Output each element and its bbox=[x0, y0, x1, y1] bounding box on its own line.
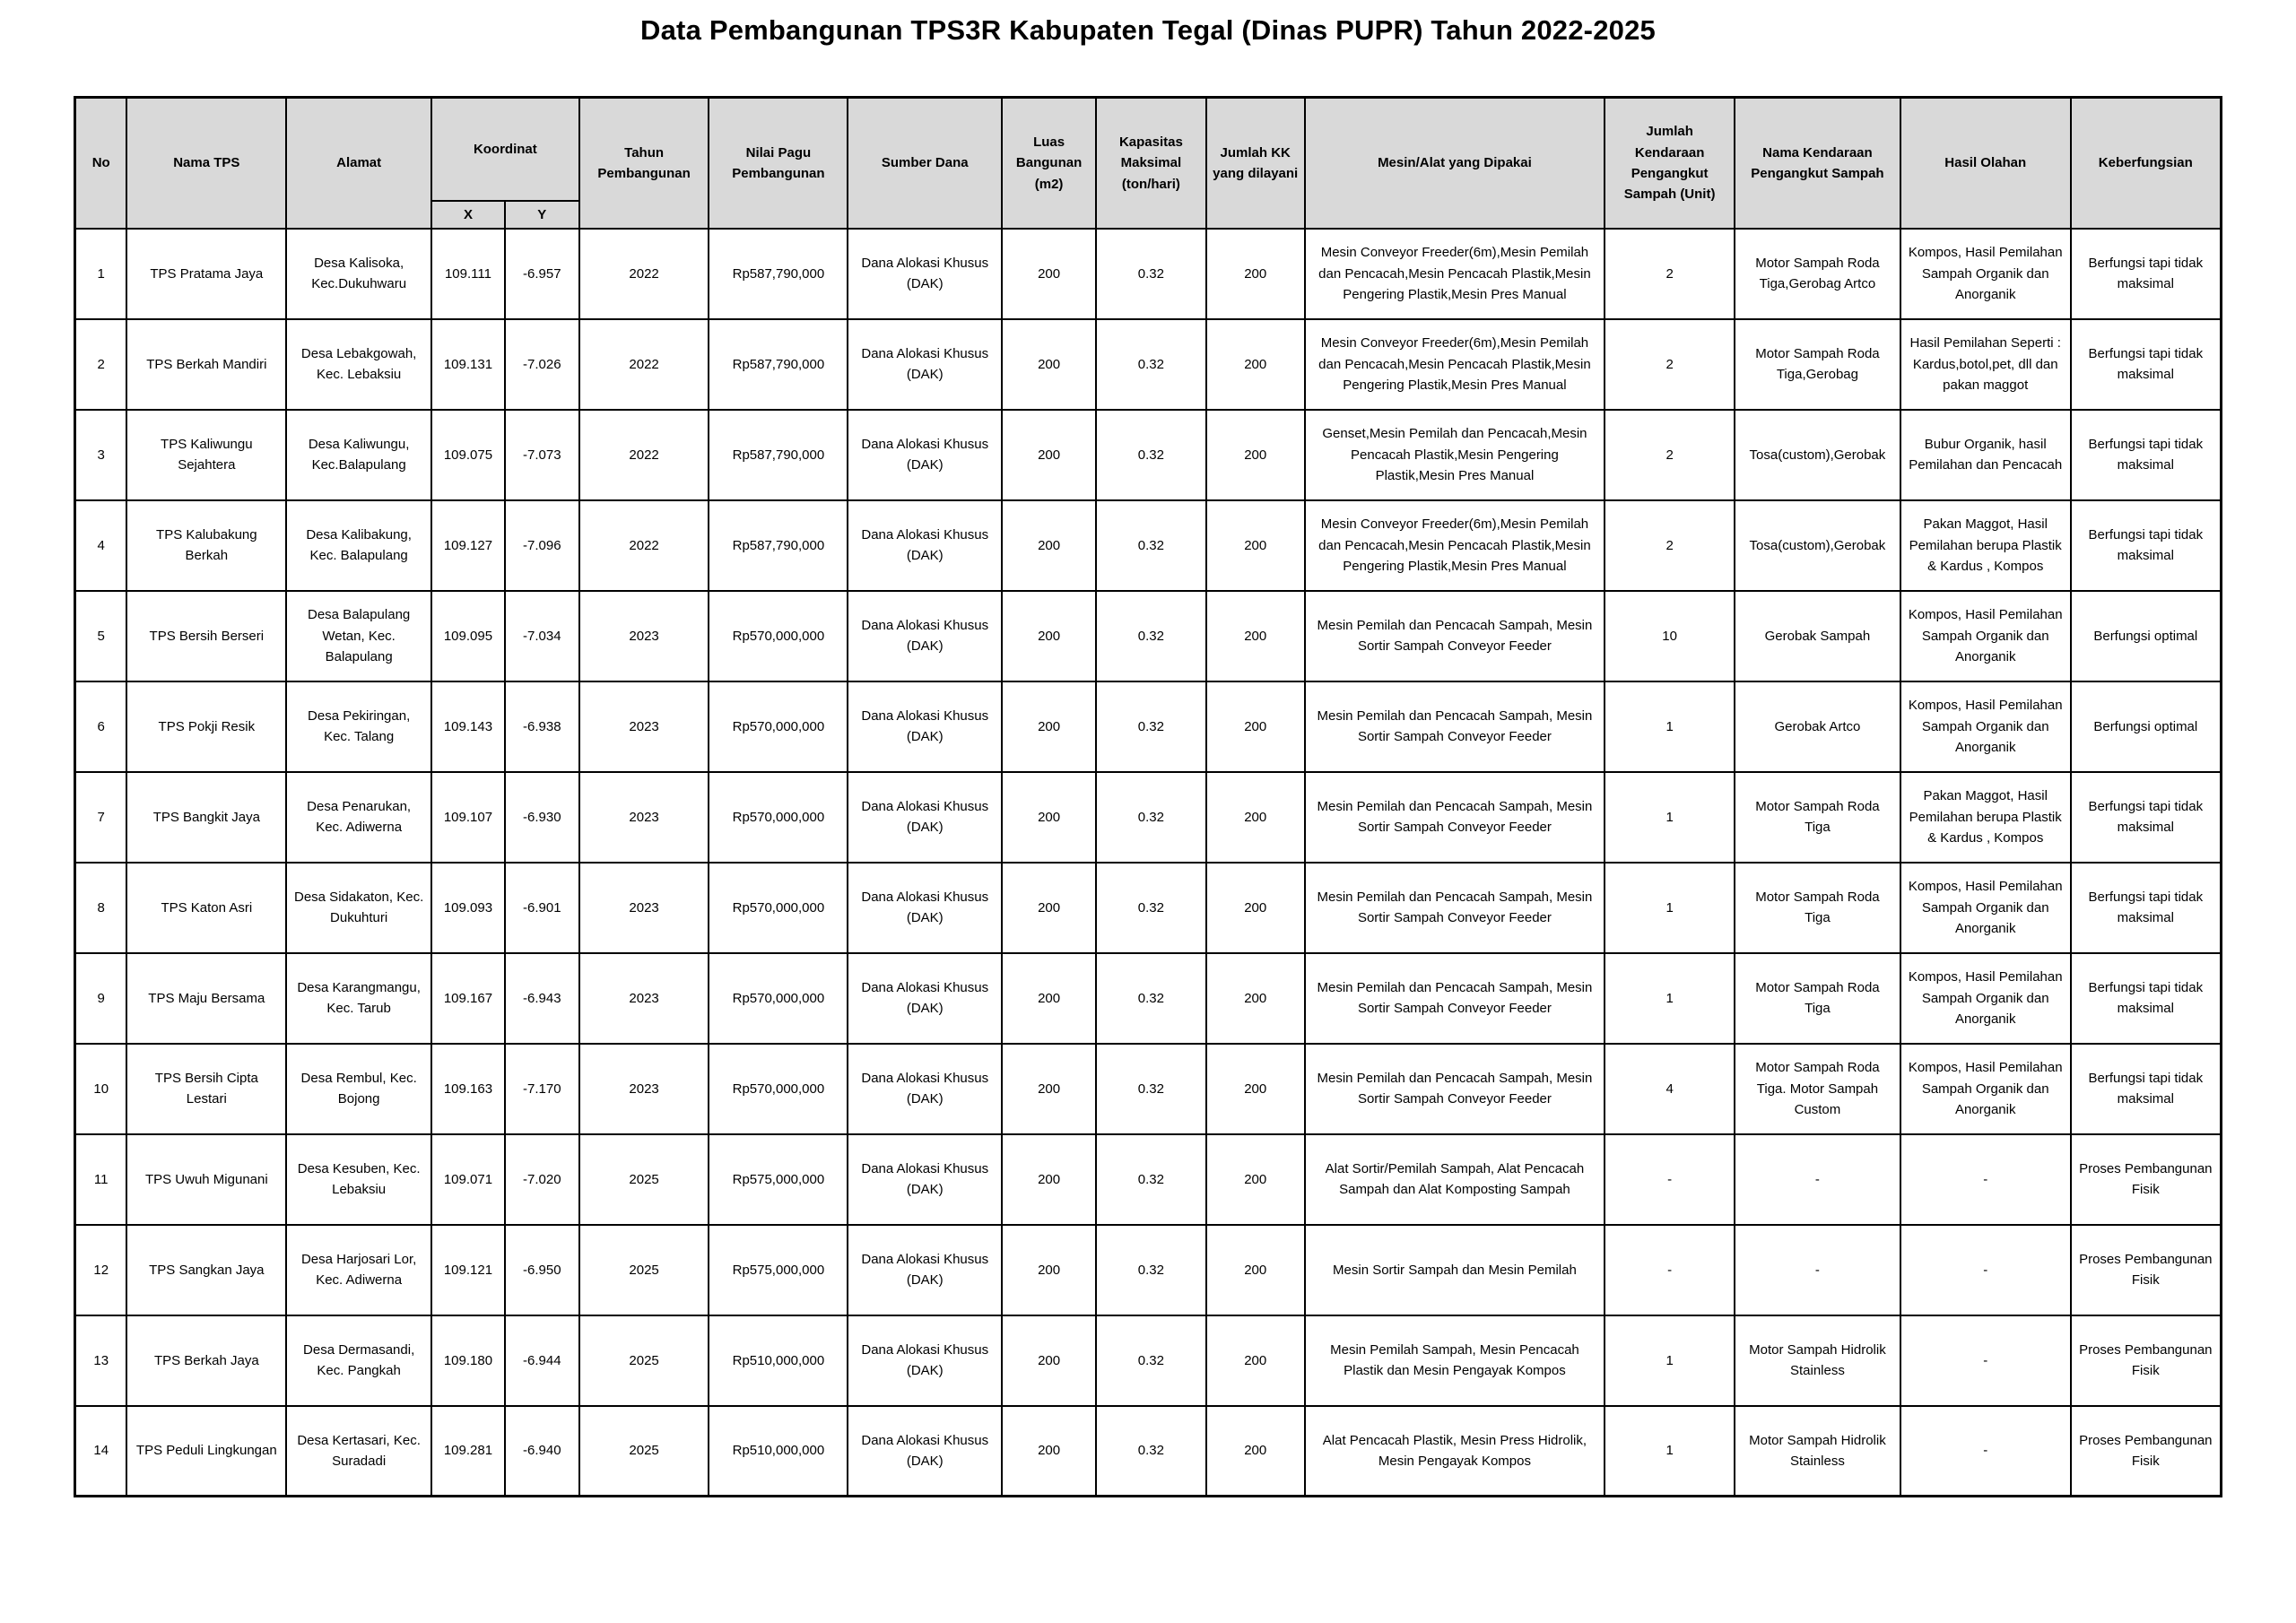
cell-mesin: Mesin Conveyor Freeder(6m),Mesin Pemilah dan Pencacah,Mesin Pencacah Plastik,Mesin Pengering Plastik,Mesin Pres Manual bbox=[1305, 500, 1605, 591]
cell-keberfungsian: Berfungsi tapi tidak maksimal bbox=[2071, 863, 2222, 953]
cell-jumlah_kk: 200 bbox=[1206, 1315, 1305, 1406]
cell-no: 8 bbox=[75, 863, 127, 953]
cell-no: 3 bbox=[75, 410, 127, 500]
cell-nama_kendaraan: Motor Sampah Roda Tiga bbox=[1735, 772, 1900, 863]
cell-x: 109.180 bbox=[431, 1315, 505, 1406]
cell-x: 109.143 bbox=[431, 681, 505, 772]
cell-jumlah_kendaraan: 1 bbox=[1605, 1315, 1735, 1406]
cell-hasil_olahan: - bbox=[1900, 1225, 2071, 1315]
table-row bbox=[75, 229, 2222, 319]
cell-nilai_pagu: Rp510,000,000 bbox=[709, 1315, 848, 1406]
cell-y: -7.034 bbox=[505, 591, 579, 681]
cell-mesin: Mesin Pemilah dan Pencacah Sampah, Mesin Sortir Sampah Conveyor Feeder bbox=[1305, 863, 1605, 953]
cell-nama_tps: TPS Bersih Cipta Lestari bbox=[126, 1044, 286, 1134]
cell-kapasitas: 0.32 bbox=[1096, 410, 1206, 500]
cell-no: 6 bbox=[75, 681, 127, 772]
cell-y: -7.073 bbox=[505, 410, 579, 500]
cell-x: 109.075 bbox=[431, 410, 505, 500]
cell-nilai_pagu: Rp570,000,000 bbox=[709, 1044, 848, 1134]
cell-y: -7.096 bbox=[505, 500, 579, 591]
header-alamat: Alamat bbox=[286, 98, 431, 229]
cell-nama_kendaraan: Tosa(custom),Gerobak bbox=[1735, 500, 1900, 591]
cell-nama_kendaraan: Motor Sampah Roda Tiga bbox=[1735, 863, 1900, 953]
cell-jumlah_kendaraan: 4 bbox=[1605, 1044, 1735, 1134]
cell-x: 109.163 bbox=[431, 1044, 505, 1134]
cell-alamat: Desa Pekiringan, Kec. Talang bbox=[286, 681, 431, 772]
table-row bbox=[75, 1044, 2222, 1134]
cell-jumlah_kk: 200 bbox=[1206, 681, 1305, 772]
header-koordinat-y: Y bbox=[505, 201, 579, 229]
cell-nilai_pagu: Rp575,000,000 bbox=[709, 1225, 848, 1315]
cell-nilai_pagu: Rp587,790,000 bbox=[709, 410, 848, 500]
cell-tahun: 2023 bbox=[579, 591, 709, 681]
cell-y: -6.938 bbox=[505, 681, 579, 772]
cell-keberfungsian: Berfungsi tapi tidak maksimal bbox=[2071, 953, 2222, 1044]
cell-jumlah_kk: 200 bbox=[1206, 229, 1305, 319]
header-jumlah-kendaraan: Jumlah Kendaraan Pengangkut Sampah (Unit) bbox=[1605, 98, 1735, 229]
cell-kapasitas: 0.32 bbox=[1096, 500, 1206, 591]
cell-tahun: 2022 bbox=[579, 410, 709, 500]
cell-jumlah_kk: 200 bbox=[1206, 500, 1305, 591]
cell-sumber_dana: Dana Alokasi Khusus (DAK) bbox=[848, 681, 1002, 772]
cell-alamat: Desa Harjosari Lor, Kec. Adiwerna bbox=[286, 1225, 431, 1315]
cell-nilai_pagu: Rp570,000,000 bbox=[709, 591, 848, 681]
cell-keberfungsian: Berfungsi tapi tidak maksimal bbox=[2071, 772, 2222, 863]
cell-nilai_pagu: Rp570,000,000 bbox=[709, 863, 848, 953]
cell-kapasitas: 0.32 bbox=[1096, 681, 1206, 772]
cell-kapasitas: 0.32 bbox=[1096, 229, 1206, 319]
cell-keberfungsian: Berfungsi tapi tidak maksimal bbox=[2071, 1044, 2222, 1134]
cell-mesin: Mesin Pemilah dan Pencacah Sampah, Mesin Sortir Sampah Conveyor Feeder bbox=[1305, 953, 1605, 1044]
cell-alamat: Desa Kalisoka, Kec.Dukuhwaru bbox=[286, 229, 431, 319]
header-no: No bbox=[75, 98, 127, 229]
cell-luas: 200 bbox=[1002, 410, 1096, 500]
cell-nama_kendaraan: Motor Sampah Hidrolik Stainless bbox=[1735, 1406, 1900, 1497]
cell-hasil_olahan: Kompos, Hasil Pemilahan Sampah Organik dan Anorganik bbox=[1900, 863, 2071, 953]
header-nilai-pagu: Nilai Pagu Pembangunan bbox=[709, 98, 848, 229]
cell-y: -6.950 bbox=[505, 1225, 579, 1315]
table-row bbox=[75, 1315, 2222, 1406]
cell-x: 109.281 bbox=[431, 1406, 505, 1497]
cell-luas: 200 bbox=[1002, 772, 1096, 863]
cell-mesin: Alat Pencacah Plastik, Mesin Press Hidrolik, Mesin Pengayak Kompos bbox=[1305, 1406, 1605, 1497]
cell-tahun: 2023 bbox=[579, 863, 709, 953]
cell-hasil_olahan: Kompos, Hasil Pemilahan Sampah Organik dan Anorganik bbox=[1900, 681, 2071, 772]
cell-luas: 200 bbox=[1002, 319, 1096, 410]
cell-keberfungsian: Berfungsi tapi tidak maksimal bbox=[2071, 410, 2222, 500]
cell-x: 109.127 bbox=[431, 500, 505, 591]
cell-nama_tps: TPS Katon Asri bbox=[126, 863, 286, 953]
cell-alamat: Desa Kalibakung, Kec. Balapulang bbox=[286, 500, 431, 591]
cell-jumlah_kk: 200 bbox=[1206, 319, 1305, 410]
cell-nama_kendaraan: Motor Sampah Roda Tiga,Gerobag Artco bbox=[1735, 229, 1900, 319]
header-koordinat: Koordinat bbox=[431, 98, 579, 201]
cell-nama_tps: TPS Maju Bersama bbox=[126, 953, 286, 1044]
cell-jumlah_kendaraan: 2 bbox=[1605, 410, 1735, 500]
cell-luas: 200 bbox=[1002, 953, 1096, 1044]
cell-nilai_pagu: Rp510,000,000 bbox=[709, 1406, 848, 1497]
cell-nama_kendaraan: - bbox=[1735, 1134, 1900, 1225]
tps-table bbox=[74, 96, 2222, 1497]
cell-sumber_dana: Dana Alokasi Khusus (DAK) bbox=[848, 863, 1002, 953]
cell-hasil_olahan: - bbox=[1900, 1406, 2071, 1497]
cell-tahun: 2025 bbox=[579, 1134, 709, 1225]
cell-alamat: Desa Dermasandi, Kec. Pangkah bbox=[286, 1315, 431, 1406]
cell-tahun: 2025 bbox=[579, 1315, 709, 1406]
cell-jumlah_kendaraan: 1 bbox=[1605, 863, 1735, 953]
cell-luas: 200 bbox=[1002, 1044, 1096, 1134]
cell-y: -7.170 bbox=[505, 1044, 579, 1134]
cell-nama_kendaraan: Tosa(custom),Gerobak bbox=[1735, 410, 1900, 500]
cell-kapasitas: 0.32 bbox=[1096, 953, 1206, 1044]
cell-keberfungsian: Berfungsi tapi tidak maksimal bbox=[2071, 229, 2222, 319]
table-row bbox=[75, 319, 2222, 410]
cell-mesin: Genset,Mesin Pemilah dan Pencacah,Mesin Pencacah Plastik,Mesin Pengering Plastik,Mesin Pres Manual bbox=[1305, 410, 1605, 500]
cell-nama_kendaraan: Motor Sampah Hidrolik Stainless bbox=[1735, 1315, 1900, 1406]
cell-jumlah_kendaraan: - bbox=[1605, 1225, 1735, 1315]
cell-luas: 200 bbox=[1002, 1315, 1096, 1406]
cell-no: 13 bbox=[75, 1315, 127, 1406]
cell-no: 12 bbox=[75, 1225, 127, 1315]
cell-jumlah_kendaraan: 1 bbox=[1605, 1406, 1735, 1497]
cell-nama_tps: TPS Kalubakung Berkah bbox=[126, 500, 286, 591]
cell-x: 109.071 bbox=[431, 1134, 505, 1225]
cell-no: 9 bbox=[75, 953, 127, 1044]
cell-nilai_pagu: Rp587,790,000 bbox=[709, 319, 848, 410]
cell-mesin: Mesin Conveyor Freeder(6m),Mesin Pemilah dan Pencacah,Mesin Pencacah Plastik,Mesin Pengering Plastik,Mesin Pres Manual bbox=[1305, 229, 1605, 319]
cell-jumlah_kendaraan: 2 bbox=[1605, 229, 1735, 319]
cell-jumlah_kk: 200 bbox=[1206, 410, 1305, 500]
cell-luas: 200 bbox=[1002, 1225, 1096, 1315]
cell-no: 5 bbox=[75, 591, 127, 681]
cell-y: -6.901 bbox=[505, 863, 579, 953]
cell-nilai_pagu: Rp570,000,000 bbox=[709, 953, 848, 1044]
table-row bbox=[75, 681, 2222, 772]
cell-jumlah_kk: 200 bbox=[1206, 1406, 1305, 1497]
cell-y: -7.020 bbox=[505, 1134, 579, 1225]
cell-tahun: 2023 bbox=[579, 681, 709, 772]
cell-hasil_olahan: Kompos, Hasil Pemilahan Sampah Organik dan Anorganik bbox=[1900, 1044, 2071, 1134]
cell-no: 1 bbox=[75, 229, 127, 319]
cell-luas: 200 bbox=[1002, 1134, 1096, 1225]
cell-sumber_dana: Dana Alokasi Khusus (DAK) bbox=[848, 229, 1002, 319]
page-title: Data Pembangunan TPS3R Kabupaten Tegal (Dinas PUPR) Tahun 2022-2025 bbox=[640, 14, 1656, 46]
cell-y: -6.944 bbox=[505, 1315, 579, 1406]
cell-mesin: Mesin Conveyor Freeder(6m),Mesin Pemilah dan Pencacah,Mesin Pencacah Plastik,Mesin Pengering Plastik,Mesin Pres Manual bbox=[1305, 319, 1605, 410]
cell-jumlah_kk: 200 bbox=[1206, 1134, 1305, 1225]
cell-no: 10 bbox=[75, 1044, 127, 1134]
header-jumlah-kk: Jumlah KK yang dilayani bbox=[1206, 98, 1305, 229]
cell-keberfungsian: Proses Pembangunan Fisik bbox=[2071, 1134, 2222, 1225]
table-row bbox=[75, 591, 2222, 681]
cell-luas: 200 bbox=[1002, 500, 1096, 591]
cell-sumber_dana: Dana Alokasi Khusus (DAK) bbox=[848, 1044, 1002, 1134]
cell-nama_tps: TPS Berkah Mandiri bbox=[126, 319, 286, 410]
cell-x: 109.093 bbox=[431, 863, 505, 953]
cell-sumber_dana: Dana Alokasi Khusus (DAK) bbox=[848, 772, 1002, 863]
cell-kapasitas: 0.32 bbox=[1096, 1225, 1206, 1315]
header-mesin: Mesin/Alat yang Dipakai bbox=[1305, 98, 1605, 229]
cell-mesin: Mesin Sortir Sampah dan Mesin Pemilah bbox=[1305, 1225, 1605, 1315]
table-row bbox=[75, 1225, 2222, 1315]
cell-kapasitas: 0.32 bbox=[1096, 1315, 1206, 1406]
cell-sumber_dana: Dana Alokasi Khusus (DAK) bbox=[848, 410, 1002, 500]
cell-kapasitas: 0.32 bbox=[1096, 1044, 1206, 1134]
cell-keberfungsian: Proses Pembangunan Fisik bbox=[2071, 1315, 2222, 1406]
cell-mesin: Mesin Pemilah dan Pencacah Sampah, Mesin Sortir Sampah Conveyor Feeder bbox=[1305, 1044, 1605, 1134]
cell-nama_kendaraan: - bbox=[1735, 1225, 1900, 1315]
cell-hasil_olahan: Kompos, Hasil Pemilahan Sampah Organik dan Anorganik bbox=[1900, 953, 2071, 1044]
header-keberfungsian: Keberfungsian bbox=[2071, 98, 2222, 229]
cell-mesin: Alat Sortir/Pemilah Sampah, Alat Pencacah Sampah dan Alat Komposting Sampah bbox=[1305, 1134, 1605, 1225]
cell-jumlah_kendaraan: 2 bbox=[1605, 319, 1735, 410]
cell-jumlah_kendaraan: 1 bbox=[1605, 953, 1735, 1044]
cell-jumlah_kk: 200 bbox=[1206, 591, 1305, 681]
cell-x: 109.107 bbox=[431, 772, 505, 863]
cell-x: 109.121 bbox=[431, 1225, 505, 1315]
cell-tahun: 2025 bbox=[579, 1406, 709, 1497]
cell-nilai_pagu: Rp587,790,000 bbox=[709, 500, 848, 591]
cell-alamat: Desa Kaliwungu, Kec.Balapulang bbox=[286, 410, 431, 500]
cell-sumber_dana: Dana Alokasi Khusus (DAK) bbox=[848, 591, 1002, 681]
cell-luas: 200 bbox=[1002, 1406, 1096, 1497]
cell-y: -6.940 bbox=[505, 1406, 579, 1497]
cell-alamat: Desa Karangmangu, Kec. Tarub bbox=[286, 953, 431, 1044]
cell-sumber_dana: Dana Alokasi Khusus (DAK) bbox=[848, 1134, 1002, 1225]
cell-nilai_pagu: Rp570,000,000 bbox=[709, 681, 848, 772]
cell-jumlah_kendaraan: 10 bbox=[1605, 591, 1735, 681]
cell-jumlah_kendaraan: 1 bbox=[1605, 772, 1735, 863]
cell-alamat: Desa Balapulang Wetan, Kec. Balapulang bbox=[286, 591, 431, 681]
cell-sumber_dana: Dana Alokasi Khusus (DAK) bbox=[848, 1225, 1002, 1315]
cell-keberfungsian: Berfungsi tapi tidak maksimal bbox=[2071, 500, 2222, 591]
table-header bbox=[75, 98, 2222, 229]
cell-alamat: Desa Penarukan, Kec. Adiwerna bbox=[286, 772, 431, 863]
cell-sumber_dana: Dana Alokasi Khusus (DAK) bbox=[848, 319, 1002, 410]
header-nama-tps: Nama TPS bbox=[126, 98, 286, 229]
cell-x: 109.131 bbox=[431, 319, 505, 410]
cell-mesin: Mesin Pemilah dan Pencacah Sampah, Mesin Sortir Sampah Conveyor Feeder bbox=[1305, 772, 1605, 863]
header-kapasitas: Kapasitas Maksimal (ton/hari) bbox=[1096, 98, 1206, 229]
cell-nama_tps: TPS Berkah Jaya bbox=[126, 1315, 286, 1406]
cell-nama_kendaraan: Motor Sampah Roda Tiga. Motor Sampah Custom bbox=[1735, 1044, 1900, 1134]
cell-luas: 200 bbox=[1002, 229, 1096, 319]
cell-kapasitas: 0.32 bbox=[1096, 1406, 1206, 1497]
cell-y: -6.957 bbox=[505, 229, 579, 319]
table-row bbox=[75, 500, 2222, 591]
header-tahun: Tahun Pembangunan bbox=[579, 98, 709, 229]
cell-nama_kendaraan: Gerobak Sampah bbox=[1735, 591, 1900, 681]
cell-jumlah_kendaraan: - bbox=[1605, 1134, 1735, 1225]
header-koordinat-x: X bbox=[431, 201, 505, 229]
cell-y: -6.930 bbox=[505, 772, 579, 863]
cell-x: 109.111 bbox=[431, 229, 505, 319]
cell-sumber_dana: Dana Alokasi Khusus (DAK) bbox=[848, 1406, 1002, 1497]
cell-alamat: Desa Kesuben, Kec. Lebaksiu bbox=[286, 1134, 431, 1225]
header-sumber-dana: Sumber Dana bbox=[848, 98, 1002, 229]
cell-keberfungsian: Berfungsi tapi tidak maksimal bbox=[2071, 319, 2222, 410]
table-row bbox=[75, 953, 2222, 1044]
cell-hasil_olahan: Kompos, Hasil Pemilahan Sampah Organik dan Anorganik bbox=[1900, 591, 2071, 681]
table-body bbox=[75, 229, 2222, 1497]
cell-nama_tps: TPS Bangkit Jaya bbox=[126, 772, 286, 863]
cell-kapasitas: 0.32 bbox=[1096, 863, 1206, 953]
cell-sumber_dana: Dana Alokasi Khusus (DAK) bbox=[848, 953, 1002, 1044]
header-hasil-olahan: Hasil Olahan bbox=[1900, 98, 2071, 229]
cell-sumber_dana: Dana Alokasi Khusus (DAK) bbox=[848, 500, 1002, 591]
cell-hasil_olahan: Bubur Organik, hasil Pemilahan dan Pencacah bbox=[1900, 410, 2071, 500]
cell-no: 2 bbox=[75, 319, 127, 410]
header-luas: Luas Bangunan (m2) bbox=[1002, 98, 1096, 229]
cell-hasil_olahan: Kompos, Hasil Pemilahan Sampah Organik dan Anorganik bbox=[1900, 229, 2071, 319]
cell-kapasitas: 0.32 bbox=[1096, 1134, 1206, 1225]
cell-keberfungsian: Proses Pembangunan Fisik bbox=[2071, 1406, 2222, 1497]
cell-hasil_olahan: - bbox=[1900, 1134, 2071, 1225]
cell-no: 14 bbox=[75, 1406, 127, 1497]
table-row bbox=[75, 863, 2222, 953]
table-row bbox=[75, 772, 2222, 863]
cell-tahun: 2022 bbox=[579, 319, 709, 410]
cell-y: -6.943 bbox=[505, 953, 579, 1044]
cell-keberfungsian: Berfungsi optimal bbox=[2071, 681, 2222, 772]
cell-tahun: 2025 bbox=[579, 1225, 709, 1315]
cell-keberfungsian: Berfungsi optimal bbox=[2071, 591, 2222, 681]
cell-alamat: Desa Lebakgowah, Kec. Lebaksiu bbox=[286, 319, 431, 410]
table-row bbox=[75, 1406, 2222, 1497]
cell-jumlah_kk: 200 bbox=[1206, 772, 1305, 863]
header-nama-kendaraan: Nama Kendaraan Pengangkut Sampah bbox=[1735, 98, 1900, 229]
cell-tahun: 2023 bbox=[579, 1044, 709, 1134]
table-row bbox=[75, 1134, 2222, 1225]
cell-jumlah_kk: 200 bbox=[1206, 953, 1305, 1044]
cell-kapasitas: 0.32 bbox=[1096, 319, 1206, 410]
cell-no: 11 bbox=[75, 1134, 127, 1225]
cell-mesin: Mesin Pemilah Sampah, Mesin Pencacah Plastik dan Mesin Pengayak Kompos bbox=[1305, 1315, 1605, 1406]
cell-jumlah_kk: 200 bbox=[1206, 1225, 1305, 1315]
cell-nama_kendaraan: Motor Sampah Roda Tiga bbox=[1735, 953, 1900, 1044]
cell-hasil_olahan: Pakan Maggot, Hasil Pemilahan berupa Plastik & Kardus , Kompos bbox=[1900, 772, 2071, 863]
cell-nama_kendaraan: Gerobak Artco bbox=[1735, 681, 1900, 772]
cell-jumlah_kk: 200 bbox=[1206, 863, 1305, 953]
cell-x: 109.095 bbox=[431, 591, 505, 681]
cell-jumlah_kendaraan: 2 bbox=[1605, 500, 1735, 591]
cell-alamat: Desa Rembul, Kec. Bojong bbox=[286, 1044, 431, 1134]
cell-no: 7 bbox=[75, 772, 127, 863]
cell-nama_tps: TPS Uwuh Migunani bbox=[126, 1134, 286, 1225]
cell-kapasitas: 0.32 bbox=[1096, 772, 1206, 863]
cell-nama_tps: TPS Sangkan Jaya bbox=[126, 1225, 286, 1315]
cell-no: 4 bbox=[75, 500, 127, 591]
cell-nama_tps: TPS Peduli Lingkungan bbox=[126, 1406, 286, 1497]
table-row bbox=[75, 410, 2222, 500]
cell-mesin: Mesin Pemilah dan Pencacah Sampah, Mesin Sortir Sampah Conveyor Feeder bbox=[1305, 591, 1605, 681]
cell-nama_tps: TPS Pokji Resik bbox=[126, 681, 286, 772]
cell-luas: 200 bbox=[1002, 681, 1096, 772]
cell-nilai_pagu: Rp587,790,000 bbox=[709, 229, 848, 319]
cell-hasil_olahan: Hasil Pemilahan Seperti : Kardus,botol,pet, dll dan pakan maggot bbox=[1900, 319, 2071, 410]
cell-alamat: Desa Kertasari, Kec. Suradadi bbox=[286, 1406, 431, 1497]
cell-mesin: Mesin Pemilah dan Pencacah Sampah, Mesin Sortir Sampah Conveyor Feeder bbox=[1305, 681, 1605, 772]
cell-nilai_pagu: Rp575,000,000 bbox=[709, 1134, 848, 1225]
cell-tahun: 2022 bbox=[579, 229, 709, 319]
cell-nilai_pagu: Rp570,000,000 bbox=[709, 772, 848, 863]
cell-alamat: Desa Sidakaton, Kec. Dukuhturi bbox=[286, 863, 431, 953]
cell-nama_tps: TPS Kaliwungu Sejahtera bbox=[126, 410, 286, 500]
cell-nama_tps: TPS Pratama Jaya bbox=[126, 229, 286, 319]
cell-jumlah_kk: 200 bbox=[1206, 1044, 1305, 1134]
cell-nama_tps: TPS Bersih Berseri bbox=[126, 591, 286, 681]
cell-sumber_dana: Dana Alokasi Khusus (DAK) bbox=[848, 1315, 1002, 1406]
cell-y: -7.026 bbox=[505, 319, 579, 410]
cell-jumlah_kendaraan: 1 bbox=[1605, 681, 1735, 772]
cell-keberfungsian: Proses Pembangunan Fisik bbox=[2071, 1225, 2222, 1315]
cell-x: 109.167 bbox=[431, 953, 505, 1044]
cell-nama_kendaraan: Motor Sampah Roda Tiga,Gerobag bbox=[1735, 319, 1900, 410]
cell-hasil_olahan: Pakan Maggot, Hasil Pemilahan berupa Plastik & Kardus , Kompos bbox=[1900, 500, 2071, 591]
cell-tahun: 2023 bbox=[579, 772, 709, 863]
cell-luas: 200 bbox=[1002, 863, 1096, 953]
cell-tahun: 2023 bbox=[579, 953, 709, 1044]
cell-luas: 200 bbox=[1002, 591, 1096, 681]
cell-tahun: 2022 bbox=[579, 500, 709, 591]
cell-kapasitas: 0.32 bbox=[1096, 591, 1206, 681]
cell-hasil_olahan: - bbox=[1900, 1315, 2071, 1406]
